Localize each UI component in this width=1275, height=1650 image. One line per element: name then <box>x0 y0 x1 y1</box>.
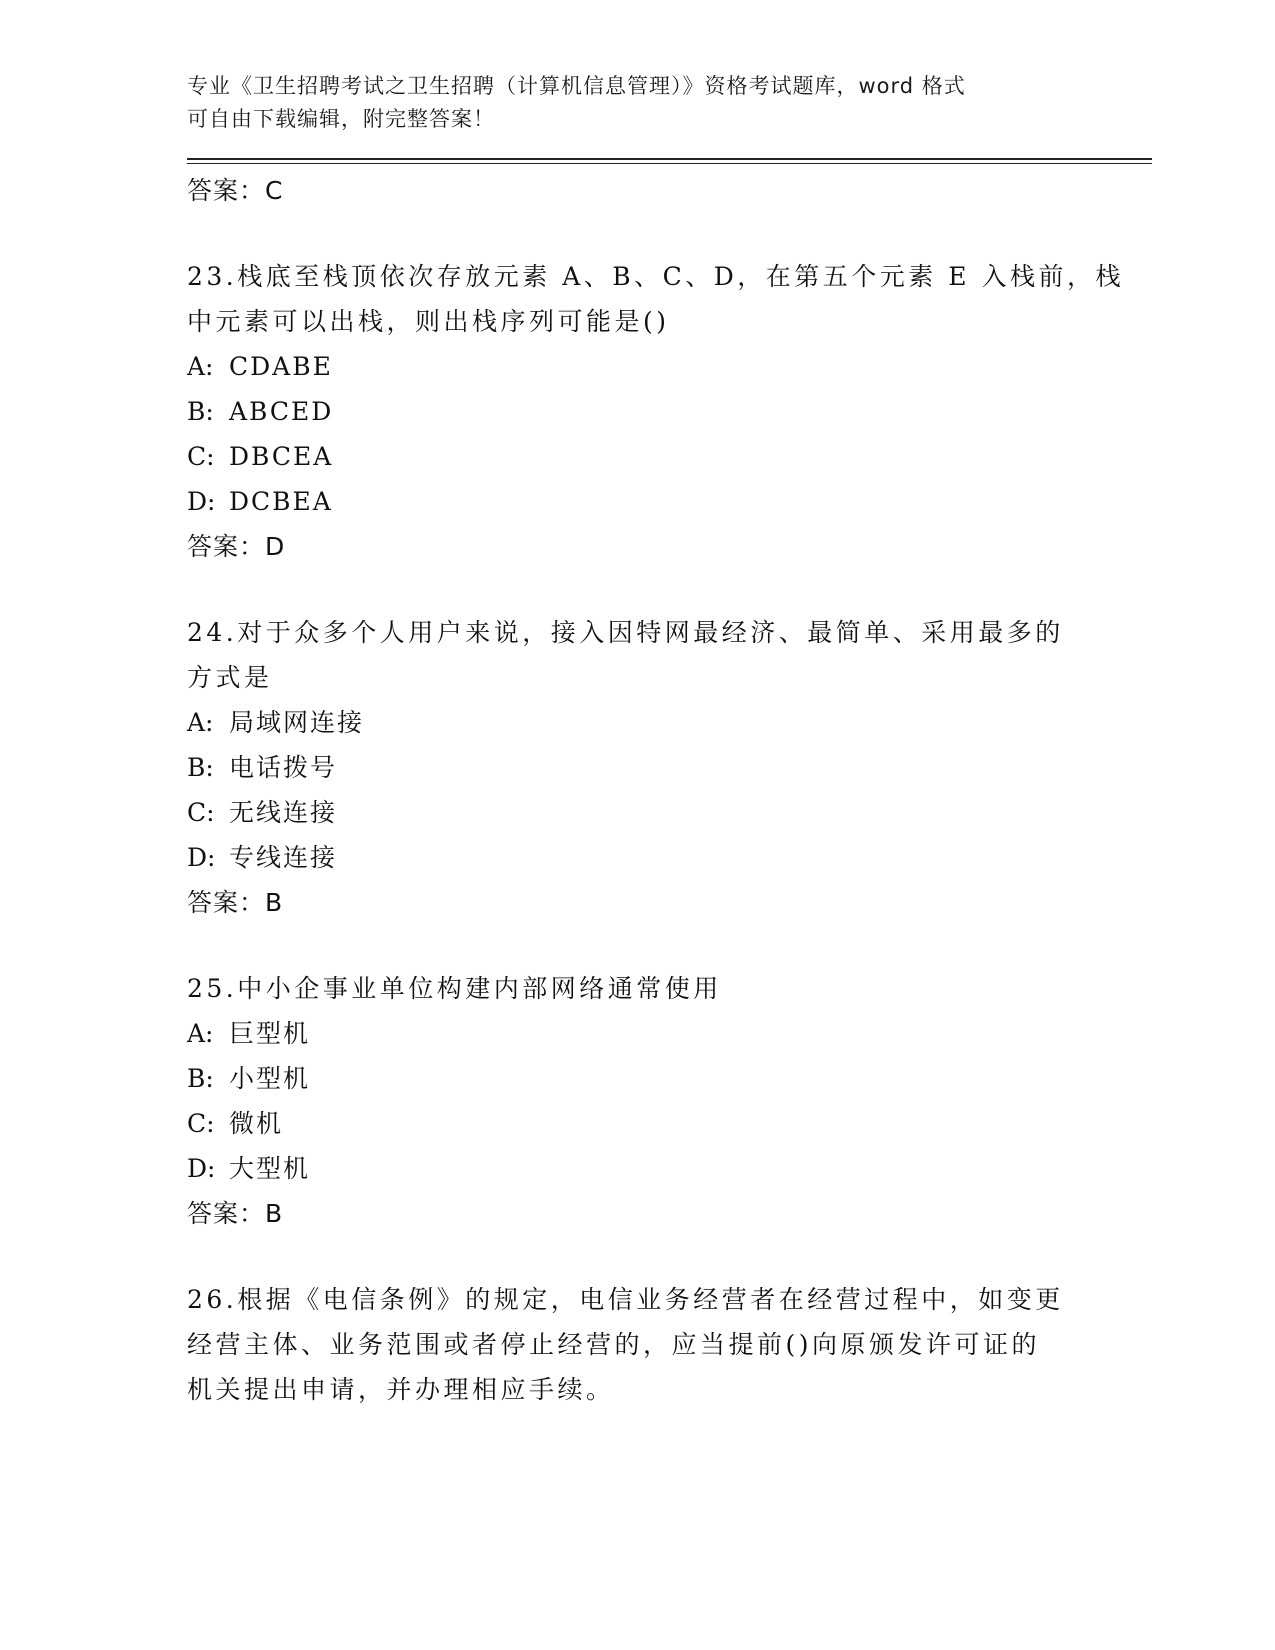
option-text: DCBEA <box>229 487 333 516</box>
option-key: D: <box>187 487 216 516</box>
option-c <box>187 1101 1152 1146</box>
option-key: C: <box>187 442 215 471</box>
option-b <box>187 1056 1152 1101</box>
option-text: 电话拨号 <box>229 753 338 782</box>
option-a <box>187 1011 1152 1056</box>
option-text: 局域网连接 <box>229 708 365 737</box>
option-a <box>187 344 1152 389</box>
option-key: D: <box>187 1154 216 1183</box>
question-stem <box>187 1277 1152 1412</box>
option-d <box>187 479 1152 524</box>
header-divider-thin <box>187 163 1152 164</box>
option-key: A: <box>187 1019 214 1048</box>
stem-line: 方式是 <box>187 663 273 692</box>
stem-line: 26.根据《电信条例》的规定，电信业务经营者在经营过程中，如变更 <box>187 1285 1064 1314</box>
option-text: ABCED <box>229 397 334 426</box>
question-25 <box>187 966 1152 1237</box>
document-header <box>187 70 1152 136</box>
header-line-1: 专业《卫生招聘考试之卫生招聘（计算机信息管理）》资格考试题库，word 格式 <box>187 74 966 98</box>
option-text: 大型机 <box>229 1154 311 1183</box>
option-text: 专线连接 <box>229 843 338 872</box>
question-26 <box>187 1277 1152 1412</box>
option-d <box>187 1146 1152 1191</box>
stem-line: 23.栈底至栈顶依次存放元素 A、B、C、D，在第五个元素 E 入栈前，栈 <box>187 262 1124 291</box>
option-key: B: <box>187 1064 214 1093</box>
option-key: C: <box>187 798 215 827</box>
option-key: B: <box>187 753 214 782</box>
question-23 <box>187 254 1152 570</box>
answer-line: 答案：C <box>187 176 284 205</box>
option-key: A: <box>187 352 214 381</box>
option-text: 巨型机 <box>229 1019 311 1048</box>
header-divider-thick <box>187 158 1152 160</box>
option-text: CDABE <box>229 352 333 381</box>
option-d <box>187 835 1152 880</box>
option-b <box>187 745 1152 790</box>
question-stem <box>187 966 1152 1011</box>
option-key: A: <box>187 708 214 737</box>
option-text: 小型机 <box>229 1064 311 1093</box>
option-key: C: <box>187 1109 215 1138</box>
option-a <box>187 700 1152 745</box>
option-key: D: <box>187 843 216 872</box>
option-c <box>187 790 1152 835</box>
question-stem <box>187 610 1152 700</box>
document-page <box>187 70 1152 1412</box>
stem-line: 24.对于众多个人用户来说，接入因特网最经济、最简单、采用最多的 <box>187 618 1064 647</box>
stem-line: 25.中小企事业单位构建内部网络通常使用 <box>187 974 722 1003</box>
option-text: 微机 <box>229 1109 284 1138</box>
option-text: 无线连接 <box>229 798 338 827</box>
stem-line: 经营主体、业务范围或者停止经营的，应当提前()向原颁发许可证的 <box>187 1330 1041 1359</box>
answer-line: 答案：B <box>187 1199 284 1228</box>
answer-line: 答案：D <box>187 532 286 561</box>
question-stem <box>187 254 1152 344</box>
stem-line: 中元素可以出栈，则出栈序列可能是() <box>187 307 670 336</box>
option-key: B: <box>187 397 214 426</box>
option-text: DBCEA <box>229 442 334 471</box>
header-line-2: 可自由下载编辑，附完整答案！ <box>187 107 495 131</box>
option-c <box>187 434 1152 479</box>
answer-line: 答案：B <box>187 888 284 917</box>
question-24 <box>187 610 1152 926</box>
stem-line: 机关提出申请，并办理相应手续。 <box>187 1375 615 1404</box>
option-b <box>187 389 1152 434</box>
